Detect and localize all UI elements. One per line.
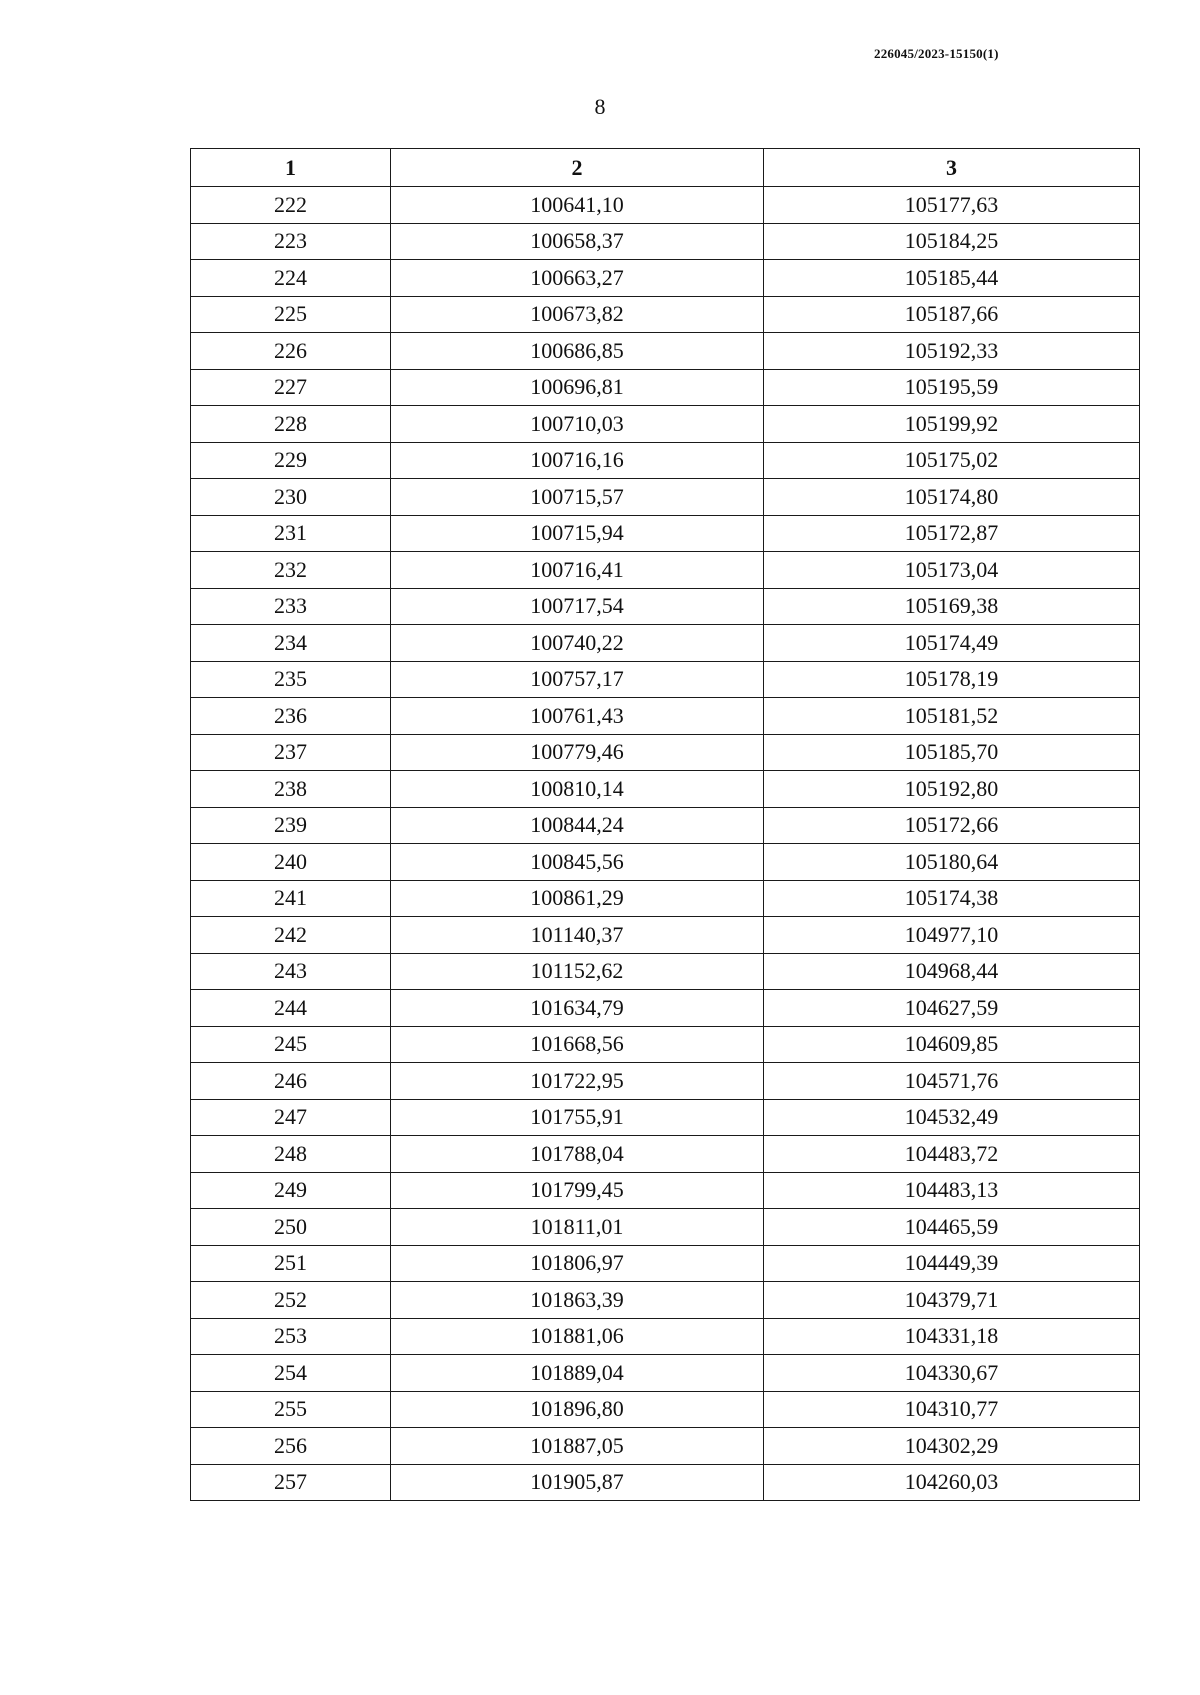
x-coordinate-cell: 100658,37 (391, 223, 764, 260)
table-row (191, 625, 1140, 662)
point-number-cell: 256 (191, 1428, 391, 1465)
point-number-cell: 249 (191, 1172, 391, 1209)
table-row (191, 990, 1140, 1027)
point-number-cell: 253 (191, 1318, 391, 1355)
x-coordinate-cell: 101806,97 (391, 1245, 764, 1282)
y-coordinate-cell: 105177,63 (764, 187, 1140, 224)
x-coordinate-cell: 101811,01 (391, 1209, 764, 1246)
x-coordinate-cell: 101722,95 (391, 1063, 764, 1100)
y-coordinate-cell: 104968,44 (764, 953, 1140, 990)
table-row (191, 1136, 1140, 1173)
table-row (191, 1026, 1140, 1063)
point-number-cell: 241 (191, 880, 391, 917)
y-coordinate-cell: 105175,02 (764, 442, 1140, 479)
x-coordinate-cell: 100686,85 (391, 333, 764, 370)
y-coordinate-cell: 105185,70 (764, 734, 1140, 771)
table-row (191, 552, 1140, 589)
point-number-cell: 244 (191, 990, 391, 1027)
column-header-2: 2 (391, 149, 764, 187)
y-coordinate-cell: 104977,10 (764, 917, 1140, 954)
table-row (191, 734, 1140, 771)
x-coordinate-cell: 100740,22 (391, 625, 764, 662)
table-body (191, 187, 1140, 1501)
table-row (191, 1245, 1140, 1282)
point-number-cell: 248 (191, 1136, 391, 1173)
x-coordinate-cell: 100844,24 (391, 807, 764, 844)
y-coordinate-cell: 105172,87 (764, 515, 1140, 552)
point-number-cell: 229 (191, 442, 391, 479)
table-row (191, 1391, 1140, 1428)
point-number-cell: 228 (191, 406, 391, 443)
table-row (191, 698, 1140, 735)
point-number-cell: 240 (191, 844, 391, 881)
x-coordinate-cell: 101788,04 (391, 1136, 764, 1173)
y-coordinate-cell: 105174,38 (764, 880, 1140, 917)
coordinates-table (190, 148, 1140, 1501)
y-coordinate-cell: 104532,49 (764, 1099, 1140, 1136)
y-coordinate-cell: 104571,76 (764, 1063, 1140, 1100)
x-coordinate-cell: 100761,43 (391, 698, 764, 735)
y-coordinate-cell: 104483,72 (764, 1136, 1140, 1173)
table-row (191, 1464, 1140, 1501)
point-number-cell: 255 (191, 1391, 391, 1428)
point-number-cell: 235 (191, 661, 391, 698)
table-row (191, 406, 1140, 443)
x-coordinate-cell: 100641,10 (391, 187, 764, 224)
point-number-cell: 251 (191, 1245, 391, 1282)
point-number-cell: 250 (191, 1209, 391, 1246)
x-coordinate-cell: 100710,03 (391, 406, 764, 443)
y-coordinate-cell: 104609,85 (764, 1026, 1140, 1063)
y-coordinate-cell: 105172,66 (764, 807, 1140, 844)
point-number-cell: 239 (191, 807, 391, 844)
table-row (191, 1318, 1140, 1355)
table-row (191, 953, 1140, 990)
y-coordinate-cell: 104331,18 (764, 1318, 1140, 1355)
x-coordinate-cell: 101634,79 (391, 990, 764, 1027)
point-number-cell: 231 (191, 515, 391, 552)
x-coordinate-cell: 100663,27 (391, 260, 764, 297)
table-row (191, 260, 1140, 297)
table-row (191, 880, 1140, 917)
point-number-cell: 243 (191, 953, 391, 990)
point-number-cell: 236 (191, 698, 391, 735)
y-coordinate-cell: 105192,80 (764, 771, 1140, 808)
page-number: 8 (594, 94, 606, 119)
column-header-3: 3 (764, 149, 1140, 187)
point-number-cell: 245 (191, 1026, 391, 1063)
table-row (191, 1209, 1140, 1246)
table-row (191, 1099, 1140, 1136)
x-coordinate-cell: 101755,91 (391, 1099, 764, 1136)
table-row (191, 1063, 1140, 1100)
x-coordinate-cell: 101140,37 (391, 917, 764, 954)
y-coordinate-cell: 105184,25 (764, 223, 1140, 260)
y-coordinate-cell: 105187,66 (764, 296, 1140, 333)
y-coordinate-cell: 104449,39 (764, 1245, 1140, 1282)
table-row (191, 771, 1140, 808)
point-number-cell: 234 (191, 625, 391, 662)
table-header-row (191, 149, 1140, 187)
point-number-cell: 238 (191, 771, 391, 808)
y-coordinate-cell: 105178,19 (764, 661, 1140, 698)
y-coordinate-cell: 104302,29 (764, 1428, 1140, 1465)
y-coordinate-cell: 105174,80 (764, 479, 1140, 516)
y-coordinate-cell: 105174,49 (764, 625, 1140, 662)
table-row (191, 187, 1140, 224)
x-coordinate-cell: 101896,80 (391, 1391, 764, 1428)
y-coordinate-cell: 104627,59 (764, 990, 1140, 1027)
x-coordinate-cell: 101889,04 (391, 1355, 764, 1392)
point-number-cell: 230 (191, 479, 391, 516)
x-coordinate-cell: 101799,45 (391, 1172, 764, 1209)
x-coordinate-cell: 101887,05 (391, 1428, 764, 1465)
table-row (191, 588, 1140, 625)
x-coordinate-cell: 101881,06 (391, 1318, 764, 1355)
x-coordinate-cell: 100716,16 (391, 442, 764, 479)
y-coordinate-cell: 105199,92 (764, 406, 1140, 443)
table-row (191, 807, 1140, 844)
x-coordinate-cell: 101152,62 (391, 953, 764, 990)
point-number-cell: 242 (191, 917, 391, 954)
table-row (191, 333, 1140, 370)
y-coordinate-cell: 104260,03 (764, 1464, 1140, 1501)
x-coordinate-cell: 100757,17 (391, 661, 764, 698)
table-row (191, 1172, 1140, 1209)
y-coordinate-cell: 105195,59 (764, 369, 1140, 406)
table-row (191, 661, 1140, 698)
y-coordinate-cell: 104310,77 (764, 1391, 1140, 1428)
y-coordinate-cell: 104330,67 (764, 1355, 1140, 1392)
x-coordinate-cell: 100845,56 (391, 844, 764, 881)
x-coordinate-cell: 100715,57 (391, 479, 764, 516)
point-number-cell: 233 (191, 588, 391, 625)
point-number-cell: 223 (191, 223, 391, 260)
point-number-cell: 246 (191, 1063, 391, 1100)
point-number-cell: 226 (191, 333, 391, 370)
x-coordinate-cell: 100810,14 (391, 771, 764, 808)
table-row (191, 1355, 1140, 1392)
y-coordinate-cell: 105173,04 (764, 552, 1140, 589)
y-coordinate-cell: 105185,44 (764, 260, 1140, 297)
table-row (191, 1282, 1140, 1319)
x-coordinate-cell: 100716,41 (391, 552, 764, 589)
x-coordinate-cell: 100779,46 (391, 734, 764, 771)
table-row (191, 479, 1140, 516)
y-coordinate-cell: 104465,59 (764, 1209, 1140, 1246)
table-row (191, 369, 1140, 406)
y-coordinate-cell: 105192,33 (764, 333, 1140, 370)
table-row (191, 442, 1140, 479)
table-row (191, 917, 1140, 954)
x-coordinate-cell: 101905,87 (391, 1464, 764, 1501)
point-number-cell: 222 (191, 187, 391, 224)
point-number-cell: 232 (191, 552, 391, 589)
point-number-cell: 247 (191, 1099, 391, 1136)
table-row (191, 515, 1140, 552)
y-coordinate-cell: 104483,13 (764, 1172, 1140, 1209)
point-number-cell: 254 (191, 1355, 391, 1392)
table-row (191, 844, 1140, 881)
table-row (191, 1428, 1140, 1465)
y-coordinate-cell: 105180,64 (764, 844, 1140, 881)
point-number-cell: 237 (191, 734, 391, 771)
table-row (191, 296, 1140, 333)
point-number-cell: 224 (191, 260, 391, 297)
x-coordinate-cell: 100717,54 (391, 588, 764, 625)
x-coordinate-cell: 101668,56 (391, 1026, 764, 1063)
x-coordinate-cell: 100715,94 (391, 515, 764, 552)
y-coordinate-cell: 105169,38 (764, 588, 1140, 625)
x-coordinate-cell: 100861,29 (391, 880, 764, 917)
y-coordinate-cell: 104379,71 (764, 1282, 1140, 1319)
x-coordinate-cell: 100673,82 (391, 296, 764, 333)
point-number-cell: 252 (191, 1282, 391, 1319)
point-number-cell: 227 (191, 369, 391, 406)
table-row (191, 223, 1140, 260)
x-coordinate-cell: 100696,81 (391, 369, 764, 406)
column-header-1: 1 (191, 149, 391, 187)
x-coordinate-cell: 101863,39 (391, 1282, 764, 1319)
point-number-cell: 225 (191, 296, 391, 333)
y-coordinate-cell: 105181,52 (764, 698, 1140, 735)
point-number-cell: 257 (191, 1464, 391, 1501)
document-reference: 226045/2023-15150(1) (874, 46, 999, 61)
